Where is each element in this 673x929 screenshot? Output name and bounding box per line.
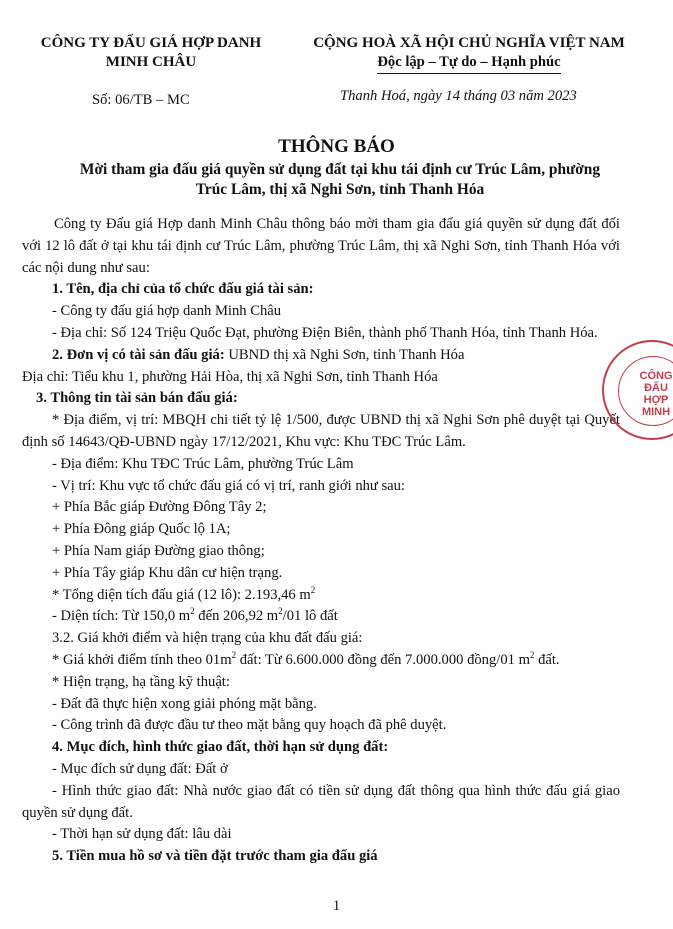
section-3-line — [22, 606, 620, 628]
area-text: đến 206,92 m — [194, 608, 279, 625]
seal-text — [626, 370, 673, 418]
section-4-heading: 4. Mục đích, hình thức giao đất, thời hạn sử dụng đất: — [52, 739, 389, 756]
section-3-line: - Vị trí: Khu vực tổ chức đấu giá có vị trí, ranh giới như sau: — [52, 477, 405, 494]
price-text: * Giá khởi điểm tính theo 01m — [52, 651, 232, 668]
document-date: Thanh Hoá, ngày 14 tháng 03 năm 2023 — [340, 88, 577, 104]
section-3-line: + Phía Đông giáp Quốc lộ 1A; — [52, 521, 231, 538]
section-5-heading: 5. Tiền mua hồ sơ và tiền đặt trước tham gia đấu giá — [52, 848, 378, 865]
document-subtitle — [40, 160, 640, 200]
section-3-line: - Địa điểm: Khu TĐC Trúc Lâm, phường Trúc Lâm — [52, 455, 354, 472]
section-3-line: + Phía Nam giáp Đường giao thông; — [52, 542, 265, 559]
seal-text-line: ĐẤU — [644, 382, 668, 394]
section-1-line: - Công ty đấu giá hợp danh Minh Châu — [52, 303, 282, 320]
seal-text-line: MINH — [641, 406, 671, 418]
section-1-heading: 1. Tên, địa chỉ của tổ chức đấu giá tài sản: — [52, 281, 314, 298]
area-text: /01 lô đất — [282, 608, 338, 625]
section-3-line — [22, 585, 620, 607]
nation-header — [284, 34, 654, 74]
section-3-line: - Đất đã thực hiện xong giải phóng mặt bằng. — [52, 695, 317, 712]
section-4-line: - Mục đích sử dụng đất: Đất ở — [52, 760, 228, 777]
document-number: Số: 06/TB – MC — [92, 92, 190, 108]
section-3-line: * Địa điểm, vị trí: MBQH chi tiết tỷ lệ 1/500, được UBND thị xã Nghi Sơn phê duyệt tại Quyết định số 14643/QĐ-UBND ngày 17/12/2021, Khu vực: Khu TĐC Trúc Lâm. — [22, 412, 620, 450]
document-title: THÔNG BÁO — [278, 136, 395, 157]
nation-motto: Độc lập – Tự do – Hạnh phúc — [377, 53, 560, 74]
section-2-heading — [22, 345, 620, 367]
superscript: 2 — [529, 650, 535, 661]
section-3-line: 3.2. Giá khởi điểm và hiện trạng của khu đất đấu giá: — [52, 630, 363, 647]
section-3-line — [22, 650, 620, 672]
page-number: 1 — [332, 898, 341, 914]
intro-paragraph: Công ty Đấu giá Hợp danh Minh Châu thông báo mời tham gia đấu giá quyền sử dụng đất đối với 12 lô đất ở tại khu tái định cư Trúc Lâm, phường Trúc Lâm, thị xã Nghi Sơn, tỉnh Thanh Hóa với các nội dung như sau: — [22, 216, 620, 276]
superscript: 2 — [278, 606, 283, 617]
section-4-line: - Hình thức giao đất: Nhà nước giao đất có tiền sử dụng đất thông qua hình thức đấu giá giao quyền sử dụng đất. — [22, 782, 620, 821]
superscript: 2 — [310, 584, 316, 595]
company-name-line2: MINH CHÂU — [105, 54, 197, 70]
section-2-title: 2. Đơn vị có tài sản đấu giá: — [52, 346, 225, 363]
section-3-line: * Hiện trạng, hạ tầng kỹ thuật: — [52, 673, 230, 690]
price-text: đất: Từ 6.600.000 đồng đến 7.000.000 đồng/01 m — [236, 651, 530, 668]
section-1-line: - Địa chỉ: Số 124 Triệu Quốc Đạt, phường Điện Biên, thành phố Thanh Hóa, tỉnh Thanh Hóa. — [52, 324, 598, 341]
area-text: - Diện tích: Từ 150,0 m — [52, 608, 191, 625]
nation-name: CỘNG HOÀ XÃ HỘI CHỦ NGHĨA VIỆT NAM — [313, 35, 625, 51]
seal-text-line: HỢP — [643, 394, 669, 406]
section-4-line: - Thời hạn sử dụng đất: lâu dài — [52, 826, 232, 843]
superscript: 2 — [231, 650, 237, 661]
section-3-line: + Phía Bắc giáp Đường Đông Tây 2; — [52, 499, 267, 516]
price-text: đất. — [534, 651, 560, 668]
seal-text-line: CÔNG — [639, 370, 673, 382]
document-body — [22, 214, 620, 868]
superscript: 2 — [190, 606, 195, 617]
company-header — [26, 34, 276, 72]
total-area-text: * Tổng diện tích đấu giá (12 lô): 2.193,46 m — [52, 586, 311, 603]
section-3-heading: 3. Thông tin tài sản bán đấu giá: — [36, 390, 238, 407]
section-3-line: + Phía Tây giáp Khu dân cư hiện trạng. — [52, 564, 283, 581]
subtitle-line2: Trúc Lâm, thị xã Nghi Sơn, tỉnh Thanh Hóa — [195, 181, 485, 198]
subtitle-line1: Mời tham gia đấu giá quyền sử dụng đất tại khu tái định cư Trúc Lâm, phường — [79, 161, 601, 178]
company-name-line1: CÔNG TY ĐẤU GIÁ HỢP DANH — [40, 35, 262, 51]
section-2-value: UBND thị xã Nghi Sơn, tỉnh Thanh Hóa — [224, 346, 465, 363]
section-2-address: Địa chỉ: Tiểu khu 1, phường Hải Hòa, thị xã Nghi Sơn, tỉnh Thanh Hóa — [22, 368, 438, 385]
section-3-line: - Công trình đã được đầu tư theo mặt bằng quy hoạch đã phê duyệt. — [52, 717, 447, 734]
